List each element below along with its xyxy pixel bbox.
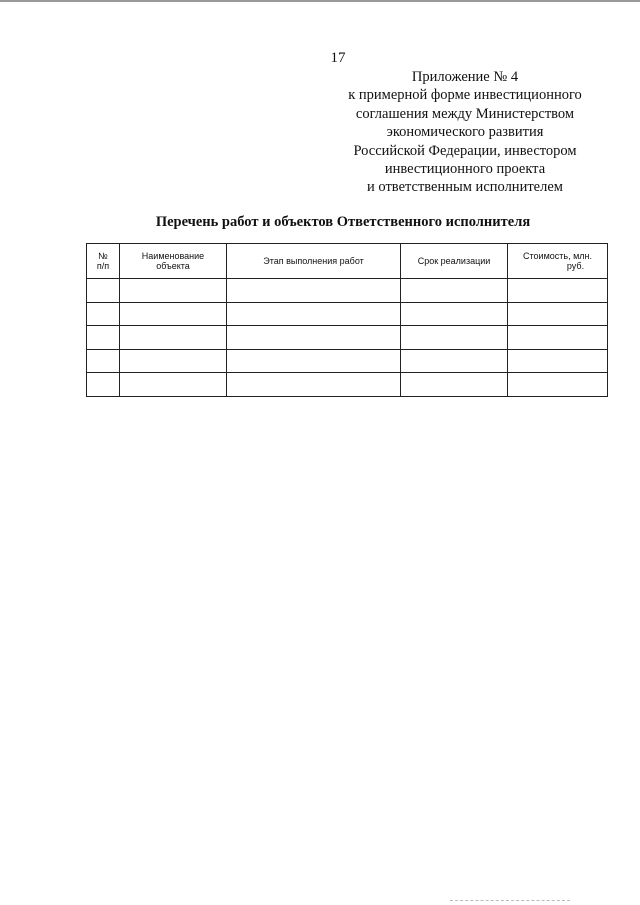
table-cell[interactable] <box>120 302 227 326</box>
table-row <box>87 302 608 326</box>
annex-line: Приложение № 4 <box>411 69 519 85</box>
table-cell[interactable] <box>401 373 508 397</box>
header-cost: Стоимость, млн. руб. <box>508 244 608 279</box>
table-cell[interactable] <box>87 373 120 397</box>
table-row <box>87 279 608 303</box>
table-cell[interactable] <box>227 373 401 397</box>
table-row <box>87 373 608 397</box>
table-cell[interactable] <box>87 326 120 350</box>
header-work-stage: Этап выполнения работ <box>227 244 401 279</box>
table-cell[interactable] <box>87 279 120 303</box>
scan-artifact-line <box>450 900 570 902</box>
header-number: № п/п <box>87 244 120 279</box>
table-row <box>87 326 608 350</box>
page-top-edge <box>0 0 640 2</box>
document-title: Перечень работ и объектов Ответственного исполнителя <box>155 214 531 230</box>
table-cell[interactable] <box>401 302 508 326</box>
page-number: 17 <box>330 50 346 66</box>
annex-line: и ответственным исполнителем <box>367 179 563 196</box>
annex-line: инвестиционного проекта <box>384 161 546 178</box>
table-cell[interactable] <box>120 279 227 303</box>
table-cell[interactable] <box>508 279 608 303</box>
table-cell[interactable] <box>401 349 508 373</box>
table-row <box>87 349 608 373</box>
header-object-name: Наименование объекта <box>120 244 227 279</box>
table-header-row <box>87 244 608 279</box>
table-cell[interactable] <box>120 373 227 397</box>
table-cell[interactable] <box>227 279 401 303</box>
table-cell[interactable] <box>87 349 120 373</box>
annex-line: к примерной форме инвестиционного <box>348 87 582 104</box>
table-cell[interactable] <box>401 326 508 350</box>
table-cell[interactable] <box>227 349 401 373</box>
annex-line: экономического развития <box>386 124 544 141</box>
table-cell[interactable] <box>508 326 608 350</box>
table-cell[interactable] <box>87 302 120 326</box>
works-table <box>86 243 608 397</box>
header-implementation-period: Срок реализации <box>401 244 508 279</box>
table-cell[interactable] <box>227 302 401 326</box>
annex-line: соглашения между Министерством <box>355 105 575 122</box>
table-cell[interactable] <box>227 326 401 350</box>
annex-line: Российской Федерации, инвестором <box>353 142 577 159</box>
table-cell[interactable] <box>508 373 608 397</box>
table-cell[interactable] <box>508 349 608 373</box>
table-cell[interactable] <box>401 279 508 303</box>
table-cell[interactable] <box>120 326 227 350</box>
table-cell[interactable] <box>120 349 227 373</box>
table-cell[interactable] <box>508 302 608 326</box>
annex-header <box>330 68 600 197</box>
